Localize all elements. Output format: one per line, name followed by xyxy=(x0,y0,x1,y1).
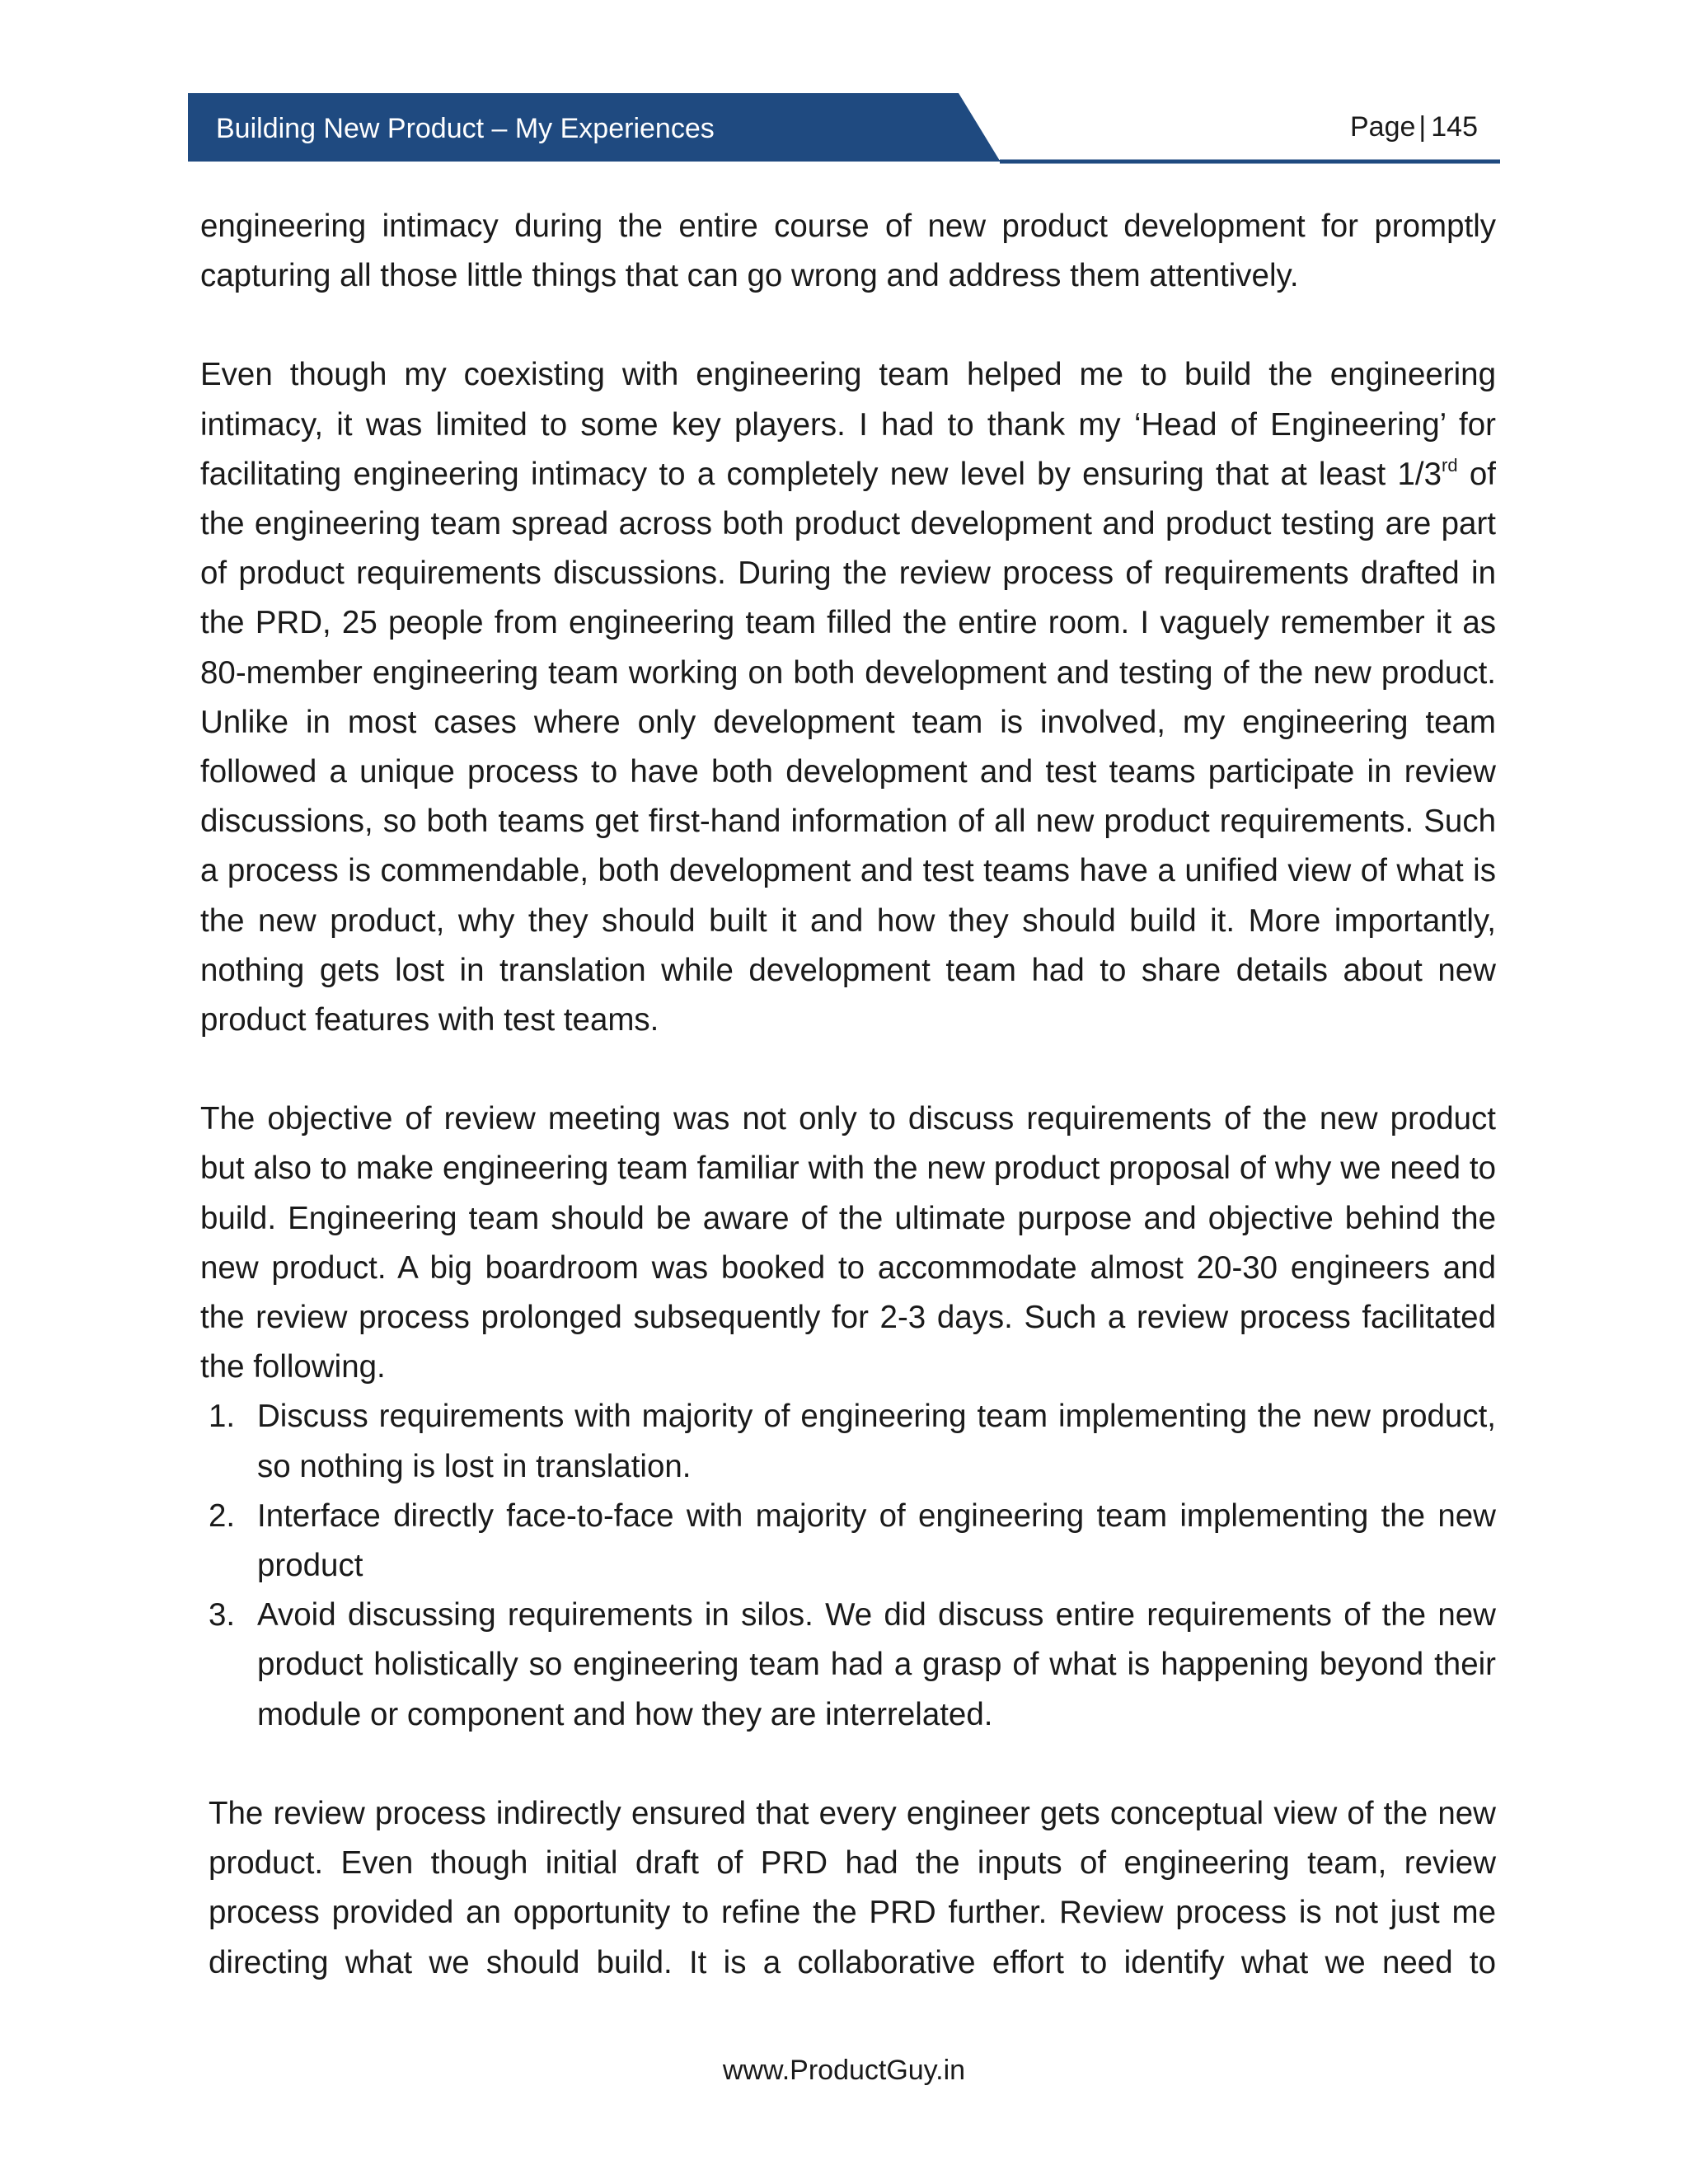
paragraph-4: The review process indirectly ensured that every engineer gets conceptual view of the new product. Even though initial draft of PRD had the inputs of engineering team, review process provided an opportunity to refine the PRD further. Review process is not just me directing what we should build. It is a collaborative effort to identify what we need to xyxy=(209,1795,1496,1980)
list-item-text: Avoid discussing requirements in silos. We did discuss entire requirements of the new product holistically so engineering team had a grasp of what is happening beyond their module or component and how they are interrelated. xyxy=(257,1597,1496,1732)
paragraph-3: The objective of review meeting was not only to discuss requirements of the new product but also to make engineering team familiar with the new product proposal of why we need to build. Engineering team should be aware of the ultimate purpose and objective behind the new product. A big boardroom was booked to accommodate almost 20-30 engineers and the review process prolonged subsequently for 2-3 days. Such a review process facilitated the following. xyxy=(200,1101,1496,1385)
page-header xyxy=(188,93,1500,167)
footer-website: www.ProductGuy.in xyxy=(722,2055,966,2086)
page-label: Page xyxy=(1350,111,1416,143)
page-number-label xyxy=(1350,111,1478,143)
page-body xyxy=(200,202,1496,1988)
numbered-list xyxy=(200,1392,1496,1739)
ordinal-superscript: rd xyxy=(1442,454,1458,476)
page-number: 145 xyxy=(1431,111,1478,143)
list-number: 3. xyxy=(209,1597,236,1633)
list-item xyxy=(200,1492,1496,1591)
list-number: 1. xyxy=(209,1399,236,1435)
paragraph-2-text-a: Even though my coexisting with engineering team helped me to build the engineering intimacy, it was limited to some key players. I had to thank my ‘Head of Engineering’ for facilitating engineering intimacy to a completely new level by ensuring that at least 1/3 xyxy=(200,357,1496,492)
book-title: Building New Product – My Experiences xyxy=(216,113,715,144)
paragraph-2 xyxy=(200,350,1496,1045)
list-item xyxy=(200,1591,1496,1740)
paragraph-1: engineering intimacy during the entire course of new product development for promptly capturing all those little things that can go wrong and address them attentively. xyxy=(200,209,1496,294)
list-item xyxy=(200,1392,1496,1491)
list-item-text: Discuss requirements with majority of engineering team implementing the new product, so nothing is lost in translation. xyxy=(257,1399,1496,1484)
paragraph-2-text-b: of the engineering team spread across both product development and product testing are part of product requirements discussions. During the review process of requirements drafted in the PRD, 25 people from engineering team filled the entire room. I vaguely remember it as 80-member engineering team working on both development and testing of the new product. Unlike in most cases where only development team is involved, my engineering team followed a unique process to have both development and test teams participate in review discussions, so both teams get first-hand information of all new product requirements. Such a process is commendable, both development and test teams have a unified view of what is the new product, why they should built it and how they should build it. More importantly, nothing gets lost in translation while development team had to share details about new product features with test teams. xyxy=(200,456,1496,1038)
list-item-text: Interface directly face-to-face with majority of engineering team implementing the new product xyxy=(257,1497,1496,1584)
list-number: 2. xyxy=(209,1497,236,1534)
page-separator: | xyxy=(1418,111,1427,143)
